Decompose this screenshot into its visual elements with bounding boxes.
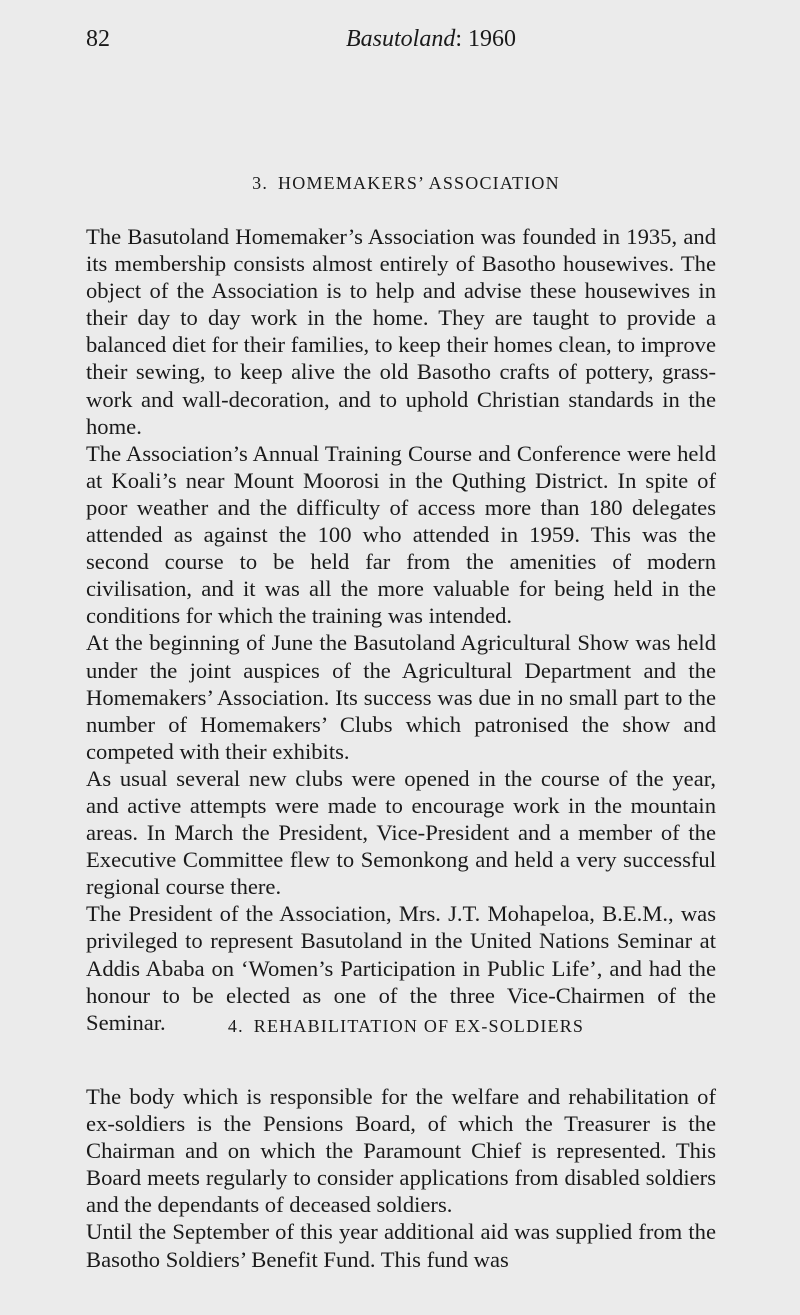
section-heading-homemakers xyxy=(0,170,800,196)
paragraph: Until the September of this year additional aid was supplied from the Basotho Soldiers’ Benefit Fund. This fund was xyxy=(86,1219,716,1272)
page-number: 82 xyxy=(86,26,110,52)
section-title: HOMEMAKERS’ ASSOCIATION xyxy=(278,173,560,193)
section-number: 3. xyxy=(252,173,269,193)
paragraph: The Association’s Annual Training Course and Conference were held at Koali’s near Mount Moorosi in the Quthing District. In spite of poor weather and the difficulty of access more than 180 delegates attended as against the 100 who attended in 1959. This was the second course to be held far from the amenities of modern civilisation, and it was all the more valuable for being held in the conditions for which the training was intended. xyxy=(86,440,716,629)
running-title-italic: Basutoland xyxy=(345,26,456,52)
paragraph: The Basutoland Homemaker’s Association was founded in 1935, and its membership consists almost entirely of Basotho housewives. The object of the Association is to help and advise these housewives in their day to day work in the home. They are taught to provide a balanced diet for their families, to keep their homes clean, to improve their sewing, to keep alive the old Basotho crafts of pottery, grass-work and wall-decoration, and to uphold Christian standards in the home. xyxy=(86,224,716,439)
running-title-year: : 1960 xyxy=(455,26,516,52)
paragraph: The President of the Association, Mrs. J.T. Mohapeloa, B.E.M., was privileged to represent Basutoland in the United Nations Seminar at Addis Ababa on ‘Women’s Participation in Public Life’, and had the honour to be elected as one of the three Vice-Chairmen of the Seminar. xyxy=(86,901,716,1035)
section-number: 4. xyxy=(227,1016,244,1036)
section-body-rehabilitation xyxy=(86,1083,716,1273)
running-title xyxy=(86,21,716,57)
running-head xyxy=(86,21,716,57)
paragraph: As usual several new clubs were opened in the course of the year, and active attempts were made to encourage work in the mountain areas. In March the President, Vice-President and a member of the Executive Committee flew to Semonkong and held a very successful regional course there. xyxy=(86,765,716,900)
section-heading-rehabilitation xyxy=(0,1013,800,1039)
section-title: REHABILITATION OF EX-SOLDIERS xyxy=(253,1016,585,1036)
section-body-homemakers xyxy=(86,223,716,1036)
paragraph: The body which is responsible for the welfare and rehabilitation of ex-soldiers is the Pensions Board, of which the Treasurer is the Chairman and on which the Paramount Chief is represented. This Board meets regularly to consider applications from disabled soldiers and the dependants of deceased soldiers. xyxy=(86,1084,716,1218)
paragraph: At the beginning of June the Basutoland Agricultural Show was held under the joint auspices of the Agricultural Department and the Homemakers’ Association. Its success was due in no small part to the number of Homemakers’ Clubs which patronised the show and competed with their exhibits. xyxy=(86,630,716,764)
